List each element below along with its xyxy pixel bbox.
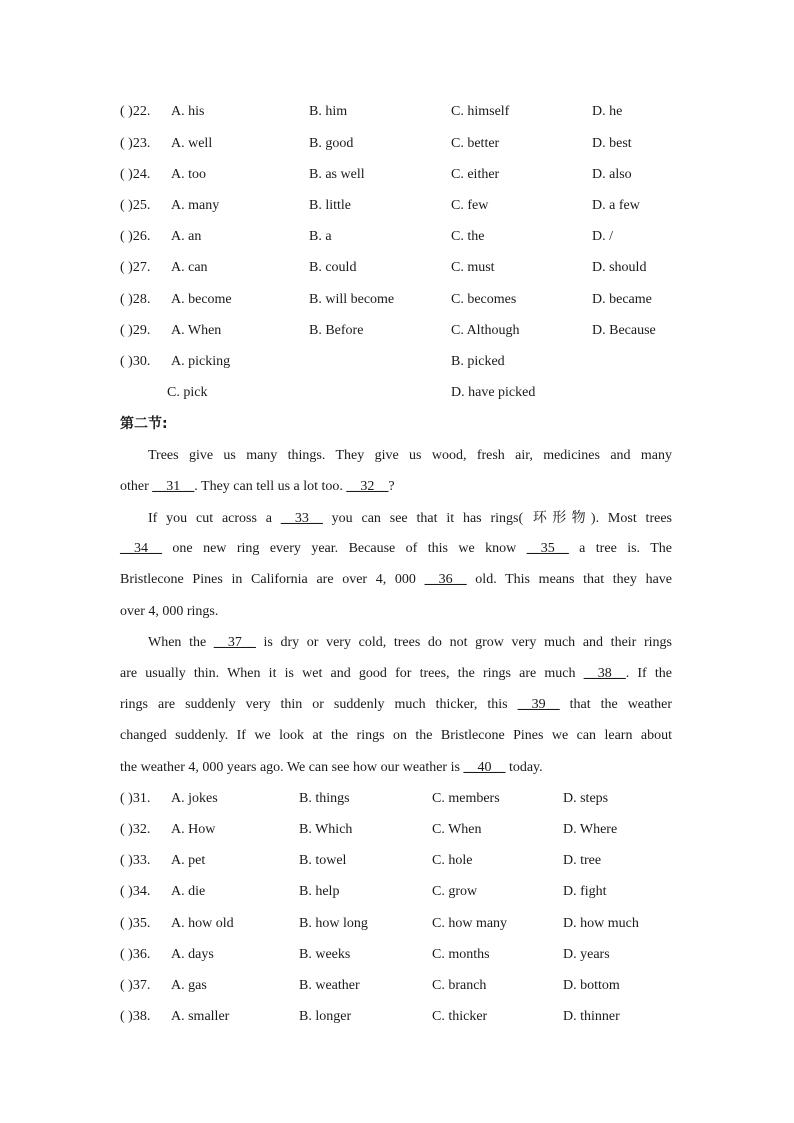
option-b: B. help: [299, 884, 340, 899]
question-row: [0, 165, 794, 185]
option-c: C. must: [451, 260, 495, 275]
question-row: [0, 352, 794, 372]
option-d: D. how much: [563, 916, 639, 931]
option-c: C. the: [451, 229, 485, 244]
question-row: [0, 914, 794, 934]
passage-line: other __31__. They can tell us a lot too. __32__?: [120, 479, 395, 494]
option-d: D. became: [592, 292, 652, 307]
passage-line: Bristlecone Pines in California are over 4, 000 __36__ old. This means that they have: [120, 572, 672, 587]
question-row: [0, 851, 794, 871]
option-b: B. how long: [299, 916, 368, 931]
option-c: C. pick: [167, 385, 208, 400]
blank-36: __36__: [424, 572, 467, 587]
question-number: ( )23.: [120, 136, 151, 151]
option-d: D. tree: [563, 853, 602, 868]
question-row: [0, 258, 794, 278]
option-a: A. jokes: [171, 791, 218, 806]
option-b: B. weather: [299, 978, 360, 993]
option-a: A. die: [171, 884, 206, 899]
option-d: D. Where: [563, 822, 618, 837]
blank-32: __32__: [346, 479, 389, 494]
option-a: A. smaller: [171, 1009, 230, 1024]
question-number: ( )25.: [120, 198, 151, 213]
section-title: 第二节:: [120, 416, 168, 432]
blank-39: __39__: [517, 697, 560, 712]
option-a: A. his: [171, 104, 205, 119]
option-a: A. too: [171, 167, 206, 182]
option-d: D. a few: [592, 198, 640, 213]
question-number: ( )32.: [120, 822, 151, 837]
question-number: ( )22.: [120, 104, 151, 119]
blank-38: __38__: [583, 666, 626, 681]
option-d: D. he: [592, 104, 623, 119]
passage-line: __34__ one new ring every year. Because of this we know __35__ a tree is. The: [120, 541, 672, 556]
passage-line: changed suddenly. If we look at the rings on the Bristlecone Pines we can learn about: [120, 728, 672, 743]
question-number: ( )28.: [120, 292, 151, 307]
option-b: B. little: [309, 198, 351, 213]
option-b: B. could: [309, 260, 357, 275]
option-a: A. well: [171, 136, 213, 151]
option-c: C. better: [451, 136, 500, 151]
question-number: ( )31.: [120, 791, 151, 806]
option-d: D. /: [592, 229, 613, 244]
option-c: C. Although: [451, 323, 520, 338]
option-d: D. bottom: [563, 978, 620, 993]
option-a: A. gas: [171, 978, 207, 993]
question-row: [0, 102, 794, 122]
question-number: ( )38.: [120, 1009, 151, 1024]
passage-line: Trees give us many things. They give us wood, fresh air, medicines and many: [148, 448, 672, 463]
question-number: ( )24.: [120, 167, 151, 182]
option-c: C. grow: [432, 884, 478, 899]
blank-35: __35__: [526, 541, 569, 556]
option-c: C. himself: [451, 104, 510, 119]
question-row: [0, 227, 794, 247]
option-a: A. days: [171, 947, 214, 962]
question-number: ( )37.: [120, 978, 151, 993]
option-a: A. When: [171, 323, 222, 338]
question-number: ( )27.: [120, 260, 151, 275]
option-b: B. towel: [299, 853, 347, 868]
blank-33: __33__: [280, 511, 323, 526]
option-b: B. will become: [309, 292, 395, 307]
option-a: A. how old: [171, 916, 234, 931]
question-number: ( )26.: [120, 229, 151, 244]
question-row: [0, 134, 794, 154]
option-c: C. members: [432, 791, 500, 806]
question-number: ( )34.: [120, 884, 151, 899]
blank-37: __37__: [213, 635, 256, 650]
option-a: A. How: [171, 822, 216, 837]
option-b: B. things: [299, 791, 350, 806]
question-row: [0, 1007, 794, 1027]
question-row: [0, 290, 794, 310]
option-d: D. best: [592, 136, 632, 151]
question-row: [0, 882, 794, 902]
option-a: A. pet: [171, 853, 206, 868]
option-b: B. picked: [451, 354, 505, 369]
blank-34: __34__: [120, 541, 162, 556]
option-d: D. have picked: [451, 385, 536, 400]
option-b: B. a: [309, 229, 332, 244]
option-b: B. weeks: [299, 947, 351, 962]
option-b: B. Which: [299, 822, 353, 837]
question-row: [0, 945, 794, 965]
question-number: ( )33.: [120, 853, 151, 868]
question-number: ( )30.: [120, 354, 151, 369]
option-c: C. When: [432, 822, 482, 837]
option-a: A. can: [171, 260, 208, 275]
passage-line: rings are suddenly very thin or suddenly much thicker, this __39__ that the weather: [120, 697, 672, 712]
option-c: C. branch: [432, 978, 487, 993]
option-a: A. picking: [171, 354, 231, 369]
option-c: C. thicker: [432, 1009, 488, 1024]
question-number: ( )35.: [120, 916, 151, 931]
option-d: D. should: [592, 260, 647, 275]
option-b: B. good: [309, 136, 354, 151]
option-a: A. become: [171, 292, 232, 307]
question-row-continued: [0, 383, 794, 403]
question-row: [0, 321, 794, 341]
option-d: D. fight: [563, 884, 607, 899]
passage-line: are usually thin. When it is wet and good for trees, the rings are much __38__. If the: [120, 666, 672, 681]
option-c: C. becomes: [451, 292, 517, 307]
option-b: B. longer: [299, 1009, 352, 1024]
option-d: D. Because: [592, 323, 656, 338]
option-c: C. hole: [432, 853, 473, 868]
passage-line: When the __37__ is dry or very cold, trees do not grow very much and their rings: [148, 635, 672, 650]
option-b: B. Before: [309, 323, 364, 338]
option-b: B. him: [309, 104, 348, 119]
question-number: ( )29.: [120, 323, 151, 338]
question-row: [0, 820, 794, 840]
question-row: [0, 196, 794, 216]
passage-line: over 4, 000 rings.: [120, 604, 219, 619]
question-number: ( )36.: [120, 947, 151, 962]
option-c: C. months: [432, 947, 490, 962]
option-d: D. also: [592, 167, 632, 182]
blank-40: __40__: [463, 760, 506, 775]
option-c: C. few: [451, 198, 489, 213]
option-d: D. thinner: [563, 1009, 620, 1024]
option-b: B. as well: [309, 167, 365, 182]
question-row: [0, 789, 794, 809]
question-row: [0, 976, 794, 996]
option-a: A. an: [171, 229, 202, 244]
option-a: A. many: [171, 198, 220, 213]
passage-line: If you cut across a __33__ you can see that it has rings( 环形物). Most trees: [148, 510, 672, 526]
blank-31: __31__: [152, 479, 195, 494]
option-c: C. how many: [432, 916, 508, 931]
option-d: D. steps: [563, 791, 609, 806]
passage-line: the weather 4, 000 years ago. We can see how our weather is __40__ today.: [120, 760, 543, 775]
option-c: C. either: [451, 167, 500, 182]
option-d: D. years: [563, 947, 610, 962]
